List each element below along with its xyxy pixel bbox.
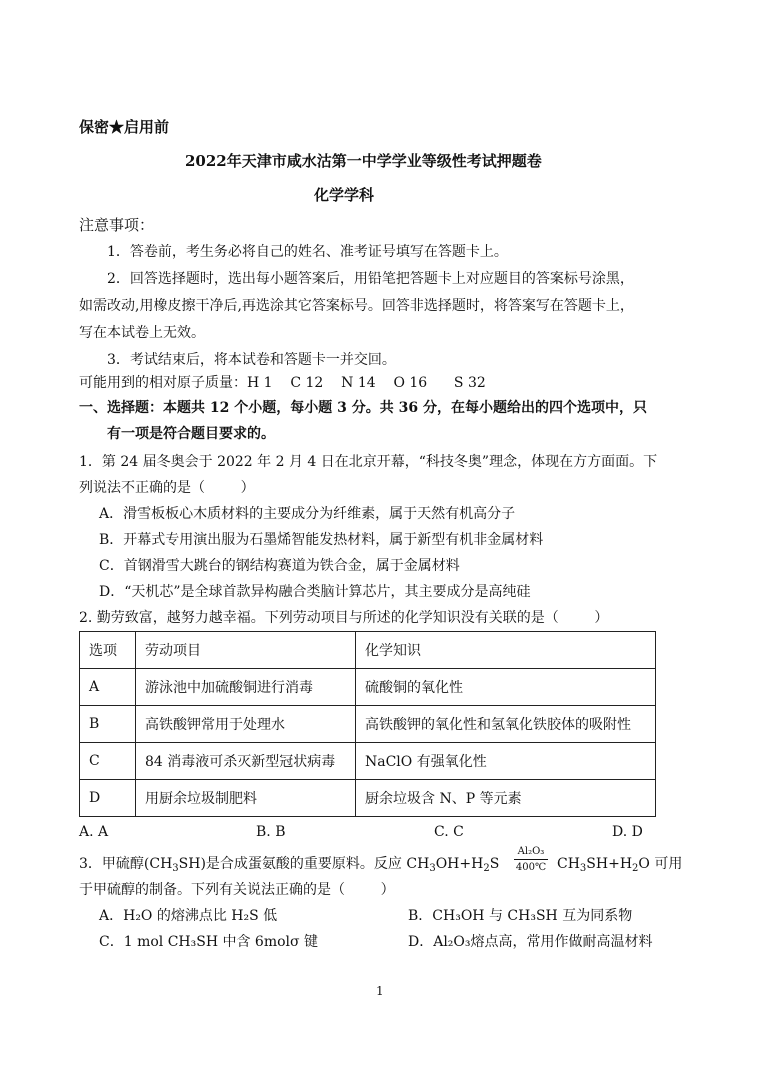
q1-option-b: B．开幕式专用演出服为石墨烯智能发热材料，属于新型有机非金属材料 [99,532,544,548]
table-cell: D [80,780,136,817]
notice-heading: 注意事项： [79,216,155,234]
table-cell: 用厨余垃圾制肥料 [136,780,356,817]
confidential-label: 保密★启用前 [79,118,170,136]
table-cell: B [80,706,136,743]
table-cell: C [80,743,136,780]
table-header-row [80,632,656,669]
q3-text: OH+H [435,856,484,872]
q1-stem-line-1: 1．第 24 届冬奥会于 2022 年 2 月 4 日在北京开幕，“科技冬奥”理念，体现在方方面面。下 [79,454,658,470]
q3-text: SH+H [586,856,633,872]
q3-stem-line-1 [79,853,499,874]
q2-option-a: A. A [79,824,109,840]
q3-text: 3．甲硫醇(CH [79,856,173,872]
q3-option-b: B．CH₃OH 与 CH₃SH 互为同系物 [408,908,633,924]
section-heading-line-1: 一、选择题：本题共 12 个小题，每小题 3 分。共 36 分，在每小题给出的四个选项中，只 [79,400,647,416]
notice-item-1: 1．答卷前，考生务必将自己的姓名、准考证号填写在答题卡上。 [107,244,508,260]
table-cell: 84 消毒液可杀灭新型冠状病毒 [136,743,356,780]
table-cell: 硫酸铜的氧化性 [356,669,656,706]
q2-option-d: D. D [612,824,643,840]
q1-option-a: A．滑雪板板心木质材料的主要成分为纤维素，属于天然有机高分子 [99,506,516,522]
q2-table [79,631,656,817]
notice-item-2-line-2: 如需改动,用橡皮擦干净后,再选涂其它答案标号。回答非选择题时，将答案写在答题卡上， [79,298,634,314]
q2-option-c: C. C [434,824,464,840]
table-row [80,669,656,706]
subscript: 3 [579,863,587,874]
subscript: 2 [483,863,490,874]
table-cell: 高铁酸钾常用于处理水 [136,706,356,743]
q3-text: SH)是合成蛋氨酸的重要原料。反应 CH [178,856,430,872]
q3-option-d: D．Al₂O₃熔点高，常用作做耐高温材料 [408,934,653,950]
q3-stem-line-2: 于甲硫醇的制备。下列有关说法正确的是（ ） [79,882,395,898]
table-cell: 厨余垃圾含 N、P 等元素 [356,780,656,817]
section-heading-line-2: 有一项是符合题目要求的。 [107,426,275,442]
page-number: 1 [376,984,384,998]
q3-text: O 可用 [638,856,683,872]
catalyst-label: Al₂O₃ [517,846,545,857]
q3-text: CH [557,856,580,872]
q1-stem-line-2: 列说法不正确的是（ ） [79,480,255,496]
q1-option-d: D．“天机芯”是全球首款异构融合类脑计算芯片，其主要成分是高纯硅 [99,584,531,600]
table-row [80,780,656,817]
q3-option-c: C．1 mol CH₃SH 中含 6molσ 键 [99,934,319,950]
table-header-cell: 化学知识 [356,632,656,669]
exam-title: 2022年天津市咸水沽第一中学学业等级性考试押题卷 [185,152,542,170]
table-cell: 高铁酸钾的氧化性和氢氧化铁胶体的吸附性 [356,706,656,743]
subscript: 3 [429,863,436,874]
q2-option-b: B. B [256,824,286,840]
reaction-condition [514,846,548,873]
q3-option-a: A．H₂O 的熔沸点比 H₂S 低 [99,908,278,924]
table-row [80,743,656,780]
table-row [80,706,656,743]
notice-item-2-line-3: 写在本试卷上无效。 [79,325,205,341]
temperature-label: 400℃ [515,862,547,873]
table-cell: NaClO 有强氧化性 [356,743,656,780]
subscript: 3 [172,863,179,874]
q3-text: S [489,856,500,872]
subscript: 2 [632,863,639,874]
q3-stem-products [557,853,682,874]
subject-title: 化学学科 [314,186,375,204]
table-header-cell: 劳动项目 [136,632,356,669]
table-cell: 游泳池中加硫酸铜进行消毒 [136,669,356,706]
q2-stem: 2. 勤劳致富，越努力越幸福。下列劳动项目与所述的化学知识没有关联的是（ ） [79,610,609,626]
table-header-cell: 选项 [80,632,136,669]
q1-option-c: C．首钢滑雪大跳台的钢结构赛道为铁合金，属于金属材料 [99,558,460,574]
notice-item-2-line-1: 2．回答选择题时，选出每小题答案后，用铅笔把答题卡上对应题目的答案标号涂黑， [107,271,634,287]
atomic-masses: 可能用到的相对原子质量：H 1 C 12 N 14 O 16 S 32 [79,375,486,391]
notice-item-3: 3．考试结束后，将本试卷和答题卡一并交回。 [107,352,396,368]
reaction-arrow [514,859,548,860]
table-cell: A [80,669,136,706]
